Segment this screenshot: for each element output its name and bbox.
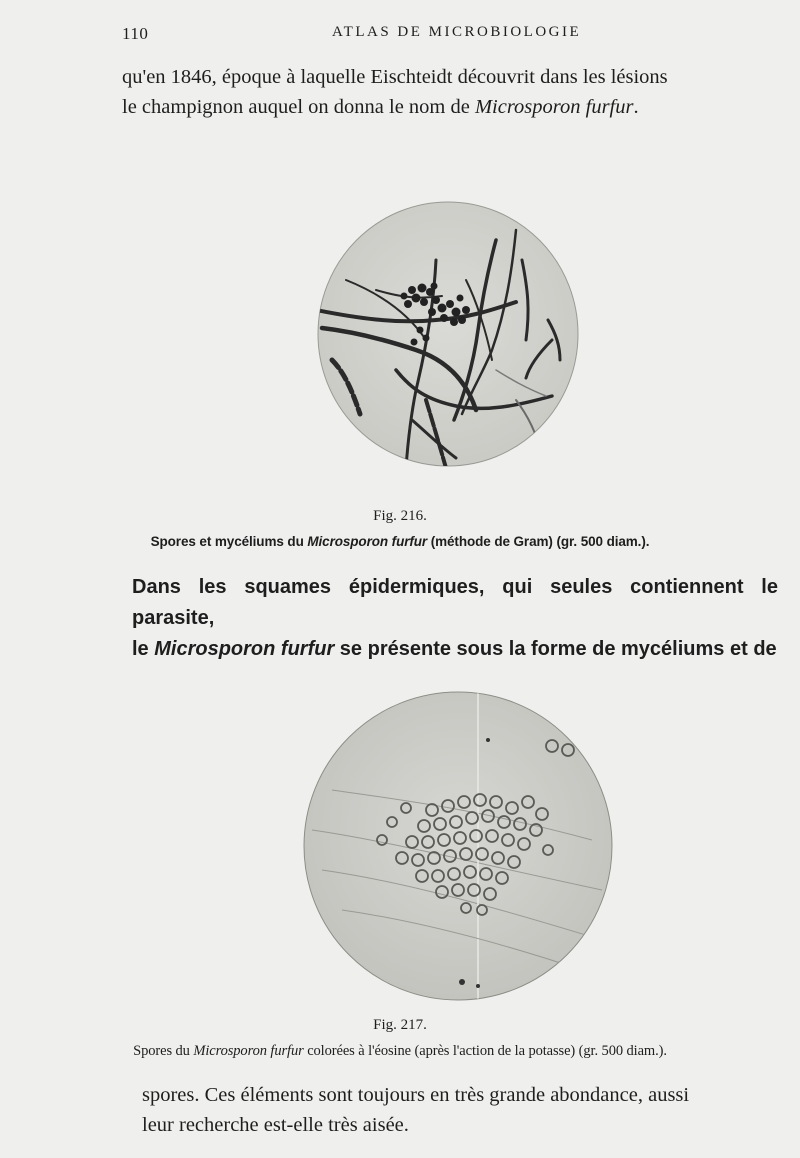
figure-217-caption [0,1043,800,1060]
intro-paragraph [122,62,762,122]
page-number: 110 [122,24,149,43]
figure-216-caption-end: (méthode de Gram) (gr. 500 diam.). [427,534,650,549]
closing-line-1: spores. Ces éléments sont toujours en très grande abondance, aussi [142,1084,690,1106]
middle-line-1: Dans les squames épidermiques, qui seules contiennent le parasite, [132,576,778,629]
middle-line-2-start: le [132,638,155,660]
micrograph-fig-217 [302,690,614,1002]
species-name: Microsporon furfur [474,96,634,118]
micrograph-fig-216 [316,200,580,468]
middle-species: Microsporon furfur [154,638,335,660]
figure-217-label: Fig. 217. [373,1017,427,1033]
figure-216-caption-start: Spores et mycéliums du [150,534,308,549]
middle-paragraph [132,572,778,665]
running-title: ATLAS DE MICROBIOLOGIE [332,24,582,40]
closing-line-2: leur recherche est-elle très aisée. [142,1114,409,1136]
closing-paragraph [142,1080,782,1140]
figure-217-species: Microsporon furfur [193,1043,304,1059]
figure-216-species: Microsporon furfur [307,534,428,549]
figure-217-caption-start: Spores du [133,1043,194,1059]
intro-line-2-end: . [633,96,639,118]
figure-217-caption-end: colorées à l'éosine (après l'action de la potasse) (gr. 500 diam.). [303,1043,667,1059]
page-header [122,24,740,48]
intro-line-1: qu'en 1846, époque à laquelle Eischteidt découvrit dans les lésions [122,66,668,88]
figure-216-label: Fig. 216. [373,508,427,524]
intro-line-2: le champignon auquel on donna le nom de [122,96,475,118]
middle-line-2-end: se présente sous la forme de mycéliums et de [334,638,777,660]
figure-216-caption [0,534,800,549]
